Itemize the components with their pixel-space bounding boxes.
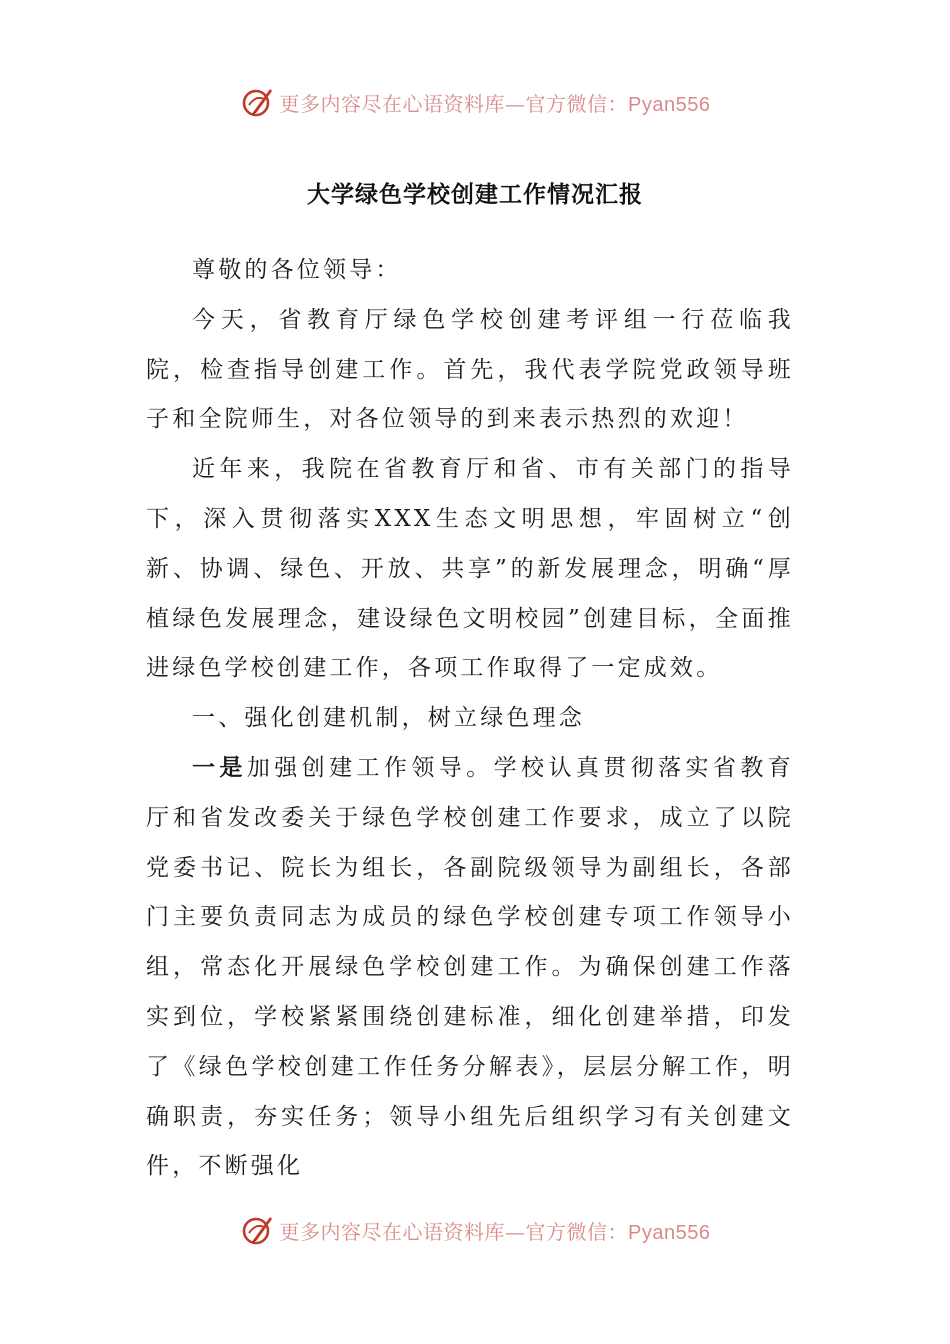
footer-watermark [0,1210,950,1250]
watermark-text: 更多内容尽在心语资料库—官方微信：Pyan556 [279,1219,711,1244]
paragraph-lead: 一是 [192,754,247,781]
leadership-paragraph [146,744,794,1192]
overview-paragraph: 近年来，我院在省教育厅和省、市有关部门的指导下，深入贯彻落实XXX生态文明思想，牢固树立“创新、协调、绿色、开放、共享”的新发展理念，明确“厚植绿色发展理念，建设绿色文明校园”创建目标，全面推进绿色学校创建工作，各项工作取得了一定成效。 [146,456,794,682]
leadership-paragraph-text: 加强创建工作领导。学校认真贯彻落实省教育厅和省发改委关于绿色学校创建工作要求，成立了以院党委书记、院长为组长，各副院级领导为副组长，各部门主要负责同志为成员的绿色学校创建专项工作领导小组，常态化开展绿色学校创建工作。为确保创建工作落实到位，学校紧紧围绕创建标准，细化创建举措，印发了《绿色学校创建工作任务分解表》，层层分解工作，明确职责，夯实任务；领导小组先后组织学习有关创建文件，不断强化 [146,754,794,1180]
pen-circle-logo-icon [240,85,274,119]
watermark-text: 更多内容尽在心语资料库—官方微信：Pyan556 [279,91,711,116]
salutation-paragraph: 尊敬的各位领导： [192,257,402,283]
document-title: 大学绿色学校创建工作情况汇报 [307,182,643,208]
pen-circle-logo-icon [240,1213,274,1247]
section-heading-1: 一、强化创建机制，树立绿色理念 [192,705,585,732]
header-watermark [0,82,950,122]
welcome-paragraph: 今天，省教育厅绿色学校创建考评组一行莅临我院，检查指导创建工作。首先，我代表学院党政领导班子和全院师生，对各位领导的到来表示热烈的欢迎！ [146,306,794,433]
document-body [146,246,794,1192]
